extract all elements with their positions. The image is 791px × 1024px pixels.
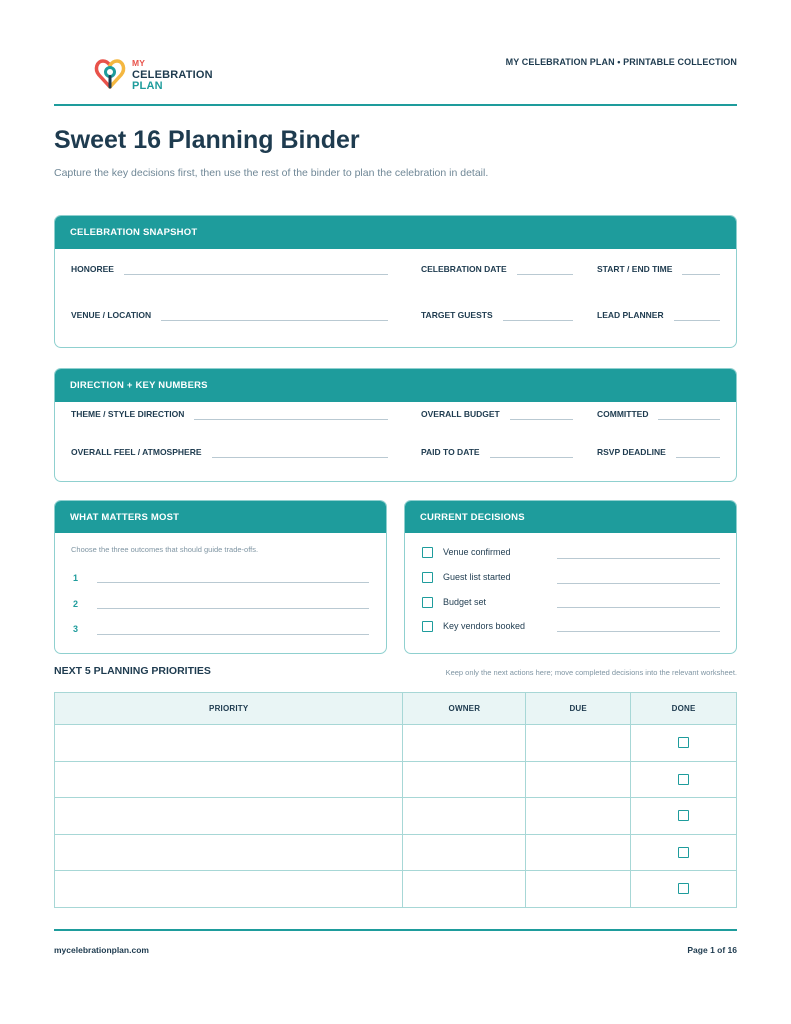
table-row	[55, 871, 737, 908]
lead-planner-line[interactable]	[674, 311, 720, 321]
theme-label: THEME / STYLE DIRECTION	[71, 409, 185, 419]
priority-cell[interactable]	[55, 798, 403, 835]
venue-confirmed-label: Venue confirmed	[443, 547, 511, 557]
table-row	[55, 798, 737, 835]
table-row	[55, 761, 737, 798]
celebration-date-line[interactable]	[517, 265, 573, 275]
header-divider	[54, 104, 737, 106]
feel-line[interactable]	[212, 448, 388, 458]
due-cell[interactable]	[526, 834, 631, 871]
priority-cell[interactable]	[55, 761, 403, 798]
budget-set-checkbox[interactable]	[422, 597, 433, 608]
direction-heading: DIRECTION + KEY NUMBERS	[55, 369, 736, 402]
owner-cell[interactable]	[403, 761, 526, 798]
done-cell	[631, 834, 737, 871]
budget-set-label: Budget set	[443, 597, 487, 607]
celebration-date-label: CELEBRATION DATE	[421, 264, 507, 274]
logo-line-2: CELEBRATION	[132, 68, 213, 81]
lead-planner-label: LEAD PLANNER	[597, 310, 664, 320]
feel-label: OVERALL FEEL / ATMOSPHERE	[71, 447, 202, 457]
venue-field[interactable]	[71, 310, 388, 321]
priority-cell[interactable]	[55, 834, 403, 871]
due-cell[interactable]	[526, 871, 631, 908]
honoree-line[interactable]	[124, 265, 388, 275]
guest-list-label: Guest list started	[443, 572, 511, 582]
target-guests-line[interactable]	[503, 311, 573, 321]
due-cell[interactable]	[526, 761, 631, 798]
owner-cell[interactable]	[403, 834, 526, 871]
rsvp-deadline-line[interactable]	[676, 448, 720, 458]
done-cell	[631, 761, 737, 798]
matter-line-2[interactable]	[97, 608, 369, 609]
due-cell[interactable]	[526, 798, 631, 835]
page-subtitle: Capture the key decisions first, then use the rest of the binder to plan the celebration in detail.	[54, 167, 489, 179]
done-checkbox[interactable]	[678, 774, 689, 785]
theme-line[interactable]	[194, 410, 388, 420]
brand-logo	[93, 55, 223, 95]
matter-line-1[interactable]	[97, 582, 369, 583]
guest-list-line[interactable]	[557, 583, 720, 584]
priority-cell[interactable]	[55, 871, 403, 908]
current-decisions-heading: CURRENT DECISIONS	[405, 501, 736, 533]
done-column-header: DONE	[631, 693, 737, 725]
what-matters-heading: WHAT MATTERS MOST	[55, 501, 386, 533]
what-matters-card	[54, 500, 387, 654]
rsvp-deadline-label: RSVP DEADLINE	[597, 447, 666, 457]
done-cell	[631, 725, 737, 762]
venue-label: VENUE / LOCATION	[71, 310, 152, 320]
lead-planner-field[interactable]	[597, 310, 720, 321]
key-vendors-checkbox[interactable]	[422, 621, 433, 632]
priorities-note: Keep only the next actions here; move completed decisions into the relevant worksheet.	[445, 668, 737, 677]
done-cell	[631, 871, 737, 908]
feel-field[interactable]	[71, 447, 388, 458]
snapshot-heading: CELEBRATION SNAPSHOT	[55, 216, 736, 249]
priority-cell[interactable]	[55, 725, 403, 762]
celebration-snapshot-card	[54, 215, 737, 348]
target-guests-label: TARGET GUESTS	[421, 310, 493, 320]
page-title: Sweet 16 Planning Binder	[54, 126, 360, 154]
overall-budget-field[interactable]	[421, 409, 573, 420]
priority-column-header: PRIORITY	[55, 693, 403, 725]
guest-list-checkbox[interactable]	[422, 572, 433, 583]
table-row	[55, 725, 737, 762]
rsvp-deadline-field[interactable]	[597, 447, 720, 458]
paid-to-date-field[interactable]	[421, 447, 573, 458]
due-column-header: DUE	[526, 693, 631, 725]
committed-line[interactable]	[658, 410, 720, 420]
logo-line-1: MY	[132, 58, 146, 68]
key-vendors-label: Key vendors booked	[443, 621, 526, 631]
priorities-table	[54, 692, 737, 908]
footer-divider	[54, 929, 737, 931]
key-vendors-line[interactable]	[557, 631, 720, 632]
what-matters-hint: Choose the three outcomes that should guide trade-offs.	[71, 545, 259, 554]
matter-number-3: 3	[73, 624, 79, 634]
start-end-time-label: START / END TIME	[597, 264, 673, 274]
celebration-date-field[interactable]	[421, 264, 573, 275]
honoree-label: HONOREE	[71, 264, 114, 274]
theme-field[interactable]	[71, 409, 388, 420]
direction-card	[54, 368, 737, 482]
venue-line[interactable]	[161, 311, 388, 321]
logo-wordmark	[132, 58, 213, 93]
done-checkbox[interactable]	[678, 737, 689, 748]
committed-label: COMMITTED	[597, 409, 649, 419]
done-cell	[631, 798, 737, 835]
honoree-field[interactable]	[71, 264, 388, 275]
owner-cell[interactable]	[403, 871, 526, 908]
due-cell[interactable]	[526, 725, 631, 762]
overall-budget-label: OVERALL BUDGET	[421, 409, 500, 419]
logo-line-3: PLAN	[132, 80, 163, 92]
priorities-header-row	[55, 693, 737, 725]
done-checkbox[interactable]	[678, 810, 689, 821]
owner-cell[interactable]	[403, 798, 526, 835]
footer-website: mycelebrationplan.com	[54, 945, 149, 955]
done-checkbox[interactable]	[678, 847, 689, 858]
paid-to-date-label: PAID TO DATE	[421, 447, 480, 457]
priorities-title: NEXT 5 PLANNING PRIORITIES	[54, 665, 211, 677]
footer-page-number: Page 1 of 16	[687, 945, 737, 955]
venue-confirmed-checkbox[interactable]	[422, 547, 433, 558]
done-checkbox[interactable]	[678, 883, 689, 894]
header-collection-label: MY CELEBRATION PLAN • PRINTABLE COLLECTION	[505, 57, 737, 67]
table-row	[55, 834, 737, 871]
paid-to-date-line[interactable]	[490, 448, 573, 458]
start-end-time-field[interactable]	[597, 264, 720, 275]
matter-number-2: 2	[73, 599, 79, 609]
start-end-time-line[interactable]	[682, 265, 720, 275]
target-guests-field[interactable]	[421, 310, 573, 321]
matter-number-1: 1	[73, 573, 79, 583]
heart-pin-icon	[93, 57, 127, 91]
overall-budget-line[interactable]	[510, 410, 573, 420]
matter-line-3[interactable]	[97, 634, 369, 635]
committed-field[interactable]	[597, 409, 720, 420]
owner-column-header: OWNER	[403, 693, 526, 725]
owner-cell[interactable]	[403, 725, 526, 762]
venue-confirmed-line[interactable]	[557, 558, 720, 559]
budget-set-line[interactable]	[557, 607, 720, 608]
